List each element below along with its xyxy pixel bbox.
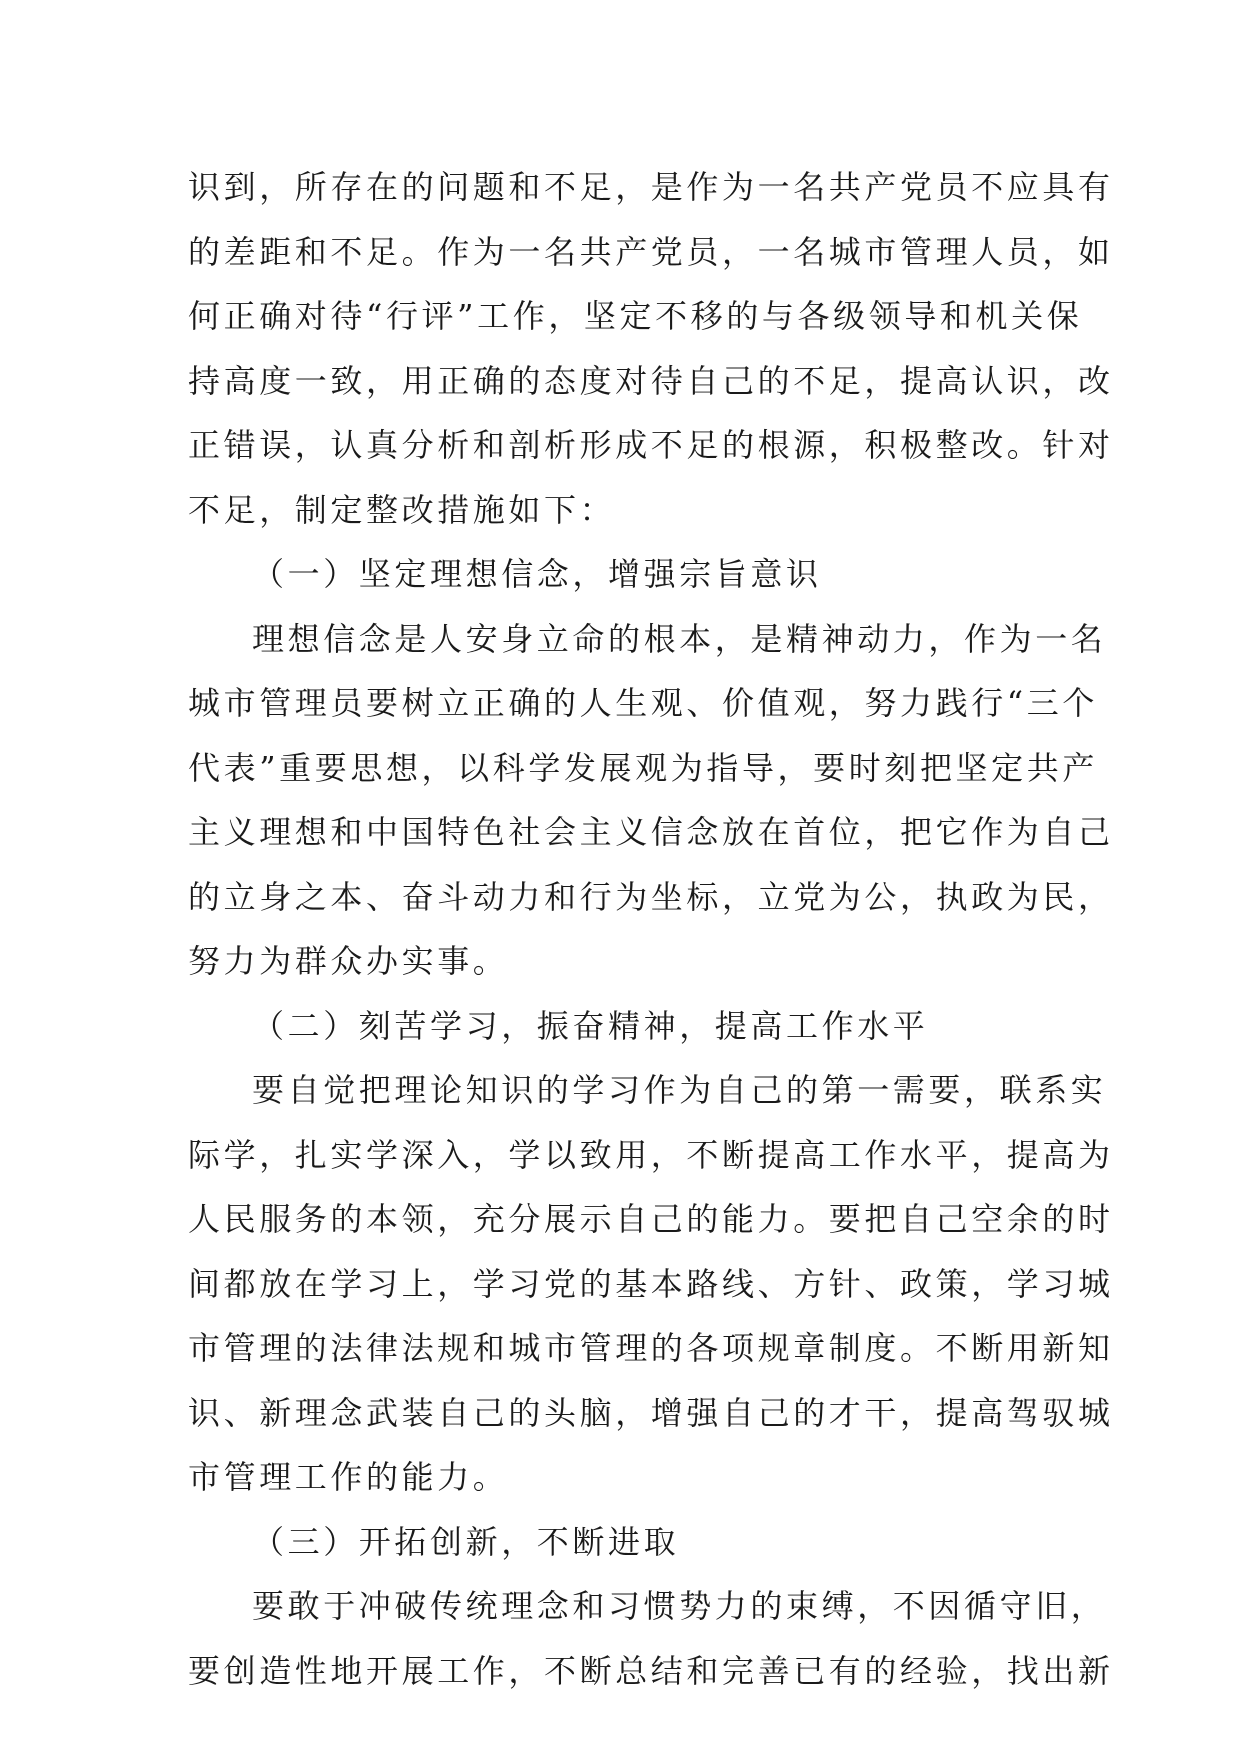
text-line: 际学，扎实学深入，学以致用，不断提高工作水平，提高为 <box>188 1135 1114 1174</box>
text-line: 持高度一致，用正确的态度对待自己的不足，提高认识，改 <box>188 361 1114 400</box>
text-line: 何正确对待“行评”工作，坚定不移的与各级领导和机关保 <box>188 297 1083 335</box>
paragraph-first-line: 要自觉把理论知识的学习作为自己的第一需要，联系实 <box>252 1071 1107 1109</box>
section-heading: （三）开拓创新，不断进取 <box>252 1522 680 1561</box>
section-heading: （一）坚定理想信念，增强宗旨意识 <box>252 555 822 593</box>
section-heading: （二）刻苦学习，振奋精神，提高工作水平 <box>252 1006 929 1045</box>
paragraph-first-line: 理想信念是人安身立命的根本，是精神动力，作为一名 <box>252 619 1107 658</box>
text-line: 城市管理员要树立正确的人生观、价值观，努力践行“三个 <box>188 684 1098 722</box>
text-line: 人民服务的本领，充分展示自己的能力。要把自己空余的时 <box>188 1200 1114 1238</box>
text-line: 市管理工作的能力。 <box>188 1458 509 1496</box>
text-line: 的差距和不足。作为一名共产党员，一名城市管理人员，如 <box>188 232 1114 271</box>
text-line: 不足，制定整改措施如下： <box>188 490 616 529</box>
text-line: 正错误，认真分析和剖析形成不足的根源，积极整改。针对 <box>188 426 1114 464</box>
text-line: 识到，所存在的问题和不足，是作为一名共产党员不应具有 <box>188 168 1114 206</box>
text-line: 努力为群众办实事。 <box>188 942 509 980</box>
text-line: 间都放在学习上，学习党的基本路线、方针、政策，学习城 <box>188 1264 1114 1303</box>
text-line: 主义理想和中国特色社会主义信念放在首位，把它作为自己 <box>188 813 1114 851</box>
document-body <box>188 155 1114 1703</box>
text-line: 要创造性地开展工作，不断总结和完善已有的经验，找出新 <box>188 1651 1114 1690</box>
text-line: 识、新理念武装自己的头脑，增强自己的才干，提高驾驭城 <box>188 1393 1114 1432</box>
text-line: 代表”重要思想，以科学发展观为指导，要时刻把坚定共产 <box>188 748 1098 787</box>
text-line: 的立身之本、奋斗动力和行为坐标，立党为公，执政为民， <box>188 877 1114 916</box>
text-line: 市管理的法律法规和城市管理的各项规章制度。不断用新知 <box>188 1329 1114 1367</box>
paragraph-first-line: 要敢于冲破传统理念和习惯势力的束缚，不因循守旧， <box>252 1587 1107 1625</box>
